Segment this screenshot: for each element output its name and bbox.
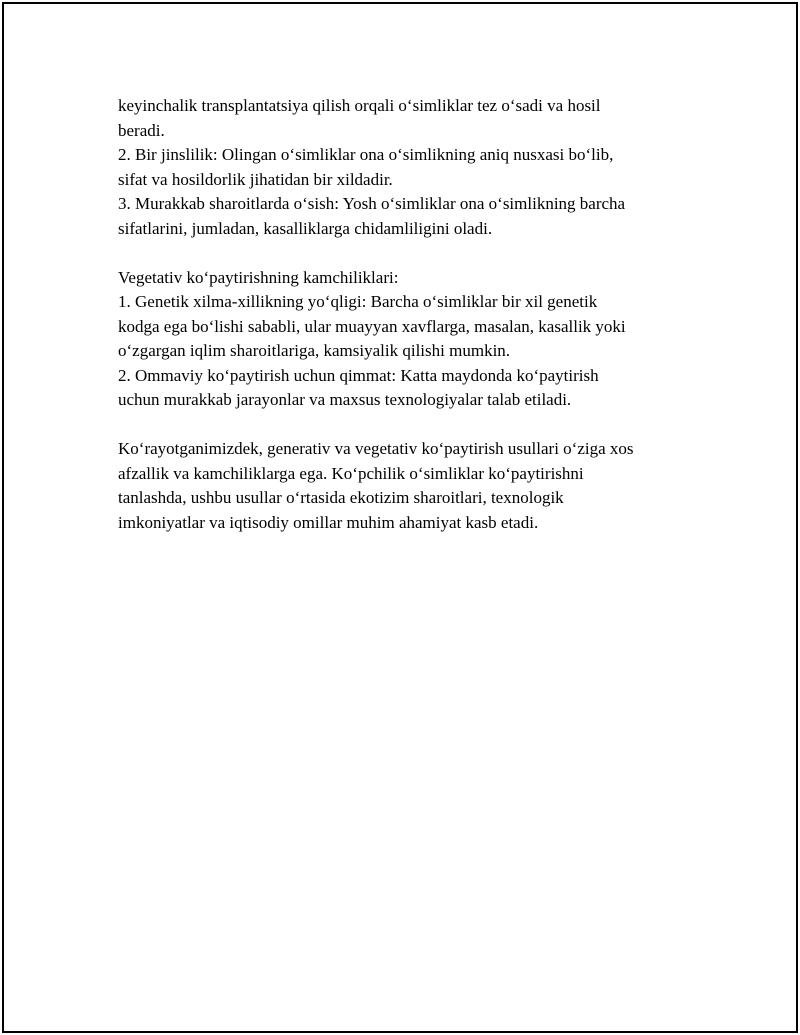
text-line: 3. Murakkab sharoitlarda o‘sish: Yosh o‘simliklar ona o‘simlikning barcha [118, 194, 626, 213]
text-line: Ko‘rayotganimizdek, generativ va vegetativ ko‘paytirish usullari o‘ziga xos [118, 439, 634, 458]
text-line: kodga ega bo‘lishi sababli, ular muayyan xavflarga, masalan, kasallik yoki [118, 316, 626, 336]
text-line: 2. Bir jinslilik: Olingan o‘simliklar ona o‘simlikning aniq nusxasi bo‘lib, [118, 145, 614, 164]
text-line: uchun murakkab jarayonlar va maxsus texnologiyalar talab etiladi. [118, 390, 572, 409]
text-line: afzallik va kamchiliklarga ega. Ko‘pchilik o‘simliklar ko‘paytirishni [118, 463, 584, 483]
text-line: 2. Ommaviy ko‘paytirish uchun qimmat: Katta maydonda ko‘paytirish [118, 365, 599, 385]
text-line: sifatlarini, jumladan, kasalliklarga chidamliligini oladi. [118, 218, 493, 238]
paragraph-spacer [118, 241, 708, 266]
paragraph-spacer [118, 413, 708, 438]
text-line: sifat va hosildorlik jihatidan bir xildadir. [118, 169, 393, 189]
text-line: imkoniyatlar va iqtisodiy omillar muhim ahamiyat kasb etadi. [118, 512, 539, 532]
text-line: keyinchalik transplantatsiya qilish orqali o‘simliklar tez o‘sadi va hosil [118, 96, 601, 115]
section-heading: Vegetativ ko‘paytirishning kamchiliklari: [118, 267, 399, 287]
document-body [118, 94, 708, 535]
paragraph-advantages-continued [118, 94, 708, 241]
paragraph-disadvantages [118, 266, 708, 413]
text-line: tanlashda, ushbu usullar o‘rtasida ekotizim sharoitlari, texnologik [118, 488, 564, 507]
text-line: beradi. [118, 120, 165, 140]
text-line: 1. Genetik xilma-xillikning yo‘qligi: Barcha o‘simliklar bir xil genetik [118, 292, 598, 311]
text-line: o‘zgargan iqlim sharoitlariga, kamsiyalik qilishi mumkin. [118, 341, 511, 360]
paragraph-conclusion [118, 437, 708, 535]
